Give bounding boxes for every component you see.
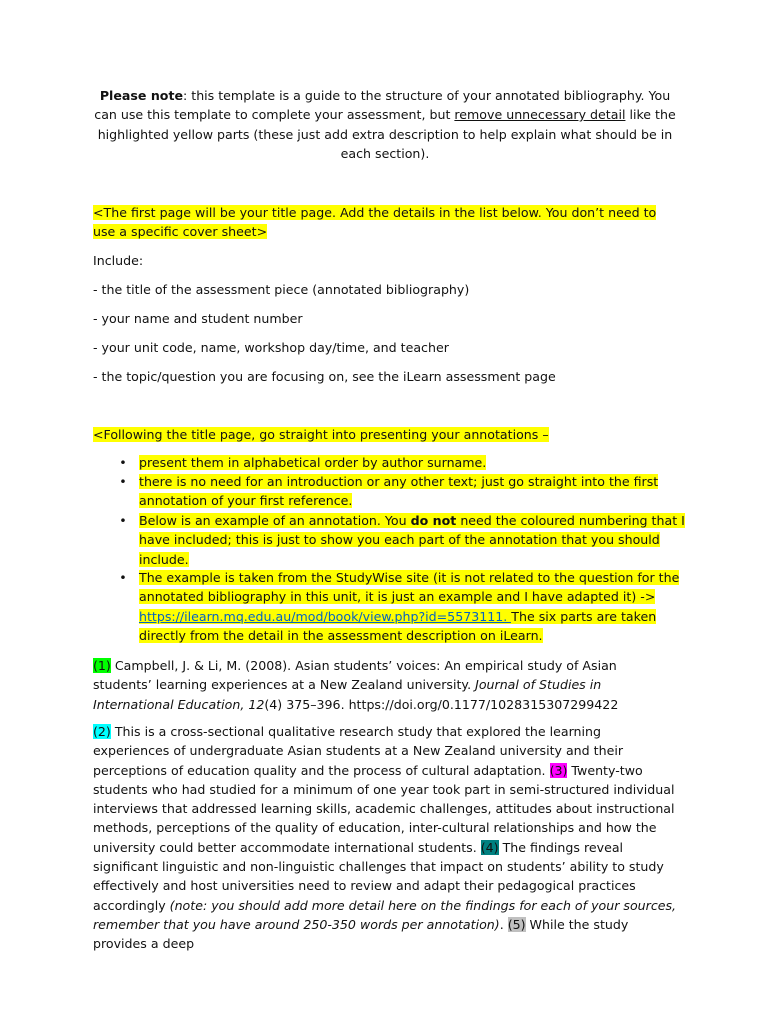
bullet-bold-text: do not [410,513,457,528]
note-paragraph [93,86,677,163]
reference-sep: , [240,696,249,712]
include-label: Include: [93,253,144,268]
note-bold-label: Please note [99,88,184,103]
annotation-text-3: Twenty-two students who had studied for a minimum of one year took part in semi-structured individual interviews that addressed learning skills, academic challenges, attitudes about instructional methods, perceptions of the quality of education, inter-cultural relationships and how the university could better accommodate international students. [93,762,675,855]
bullet-text: present them in alphabetical order by author surname. [139,455,487,470]
marker-4: (4) [480,839,499,855]
bullet-text: The six parts are taken directly from the detail in the assessment description on iLearn. [139,608,657,643]
marker-3: (3) [549,762,568,778]
bullet-icon: • [119,513,127,528]
reference-paragraph [93,656,677,714]
bullet-icon: • [119,474,127,489]
bullet-item [115,472,702,511]
bullet-item [115,568,702,645]
bullet-item [115,453,702,472]
annotation-paragraph [93,722,677,954]
bullet-text: need the coloured numbering that I have included; this is just to show you each part of the annotation that you should include. [139,513,685,567]
bullet-icon: • [119,455,127,470]
bullet-icon: • [119,570,127,585]
include-item: - your unit code, name, workshop day/time, and teacher [93,340,449,355]
marker-2: (2) [93,724,111,739]
annotation-after-note: . [499,916,508,932]
bullet-text: there is no need for an introduction or any other text; just go straight into the first annotation of your first reference. [139,474,659,509]
annotation-text-2: This is a cross-sectional qualitative research study that explored the learning experiences of undergraduate Asian students at a New Zealand university and their perceptions of education quality and the process of cultural adaptation. [93,724,624,778]
marker-5: (5) [507,916,526,932]
bullet-text: The example is taken from the StudyWise site (it is not related to the question for the annotated bibliography in this unit, it is just an example and I have adapted it) -> [139,570,680,605]
journal-volume: 12 [248,696,265,712]
include-item: - the topic/question you are focusing on, see the iLearn assessment page [93,369,556,384]
annotation-note-italic: (note: you should add more detail here on the findings for each of your sources, remember that you have around 250-350 words per annotation) [93,897,677,932]
following-instruction-text: <Following the title page, go straight into presenting your annotations – [93,427,549,442]
title-page-instruction [93,203,677,242]
marker-1: (1) [93,658,111,673]
reference-rest: (4) 375–396. https://doi.org/0.1177/1028315307299422 [264,696,619,712]
include-item: - your name and student number [93,311,303,326]
annotation-text-5: While the study provides a deep [93,916,629,952]
bullet-item [115,511,702,569]
note-underlined-text: remove unnecessary detail [454,107,626,123]
bullet-text: Below is an example of an annotation. You [139,513,411,528]
journal-title: Journal of Studies in International Education [93,677,602,712]
note-text-2: like the highlighted yellow parts (these just add extra description to help explain what should be in each section). [97,107,676,161]
following-instruction [93,425,677,444]
note-text-1: : this template is a guide to the structure of your annotated bibliography. You can use this template to complete your assessment, but [94,88,671,123]
reference-text: Campbell, J. & Li, M. (2008). Asian students’ voices: An empirical study of Asian students’ learning experiences at a New Zealand university. [93,658,617,693]
annotation-text-4: The findings reveal significant linguistic and non-linguistic challenges that impact on students’ ability to study effectively and host universities need to review and adapt their pedagogical practices accordingly [93,839,664,913]
studywise-link[interactable]: https://ilearn.mq.edu.au/mod/book/view.php?id=5573111. [139,608,512,624]
title-page-instruction-text: <The first page will be your title page. Add the details in the list below. You don’t need to use a specific cover sheet> [93,205,657,240]
include-item: - the title of the assessment piece (annotated bibliography) [93,282,470,297]
